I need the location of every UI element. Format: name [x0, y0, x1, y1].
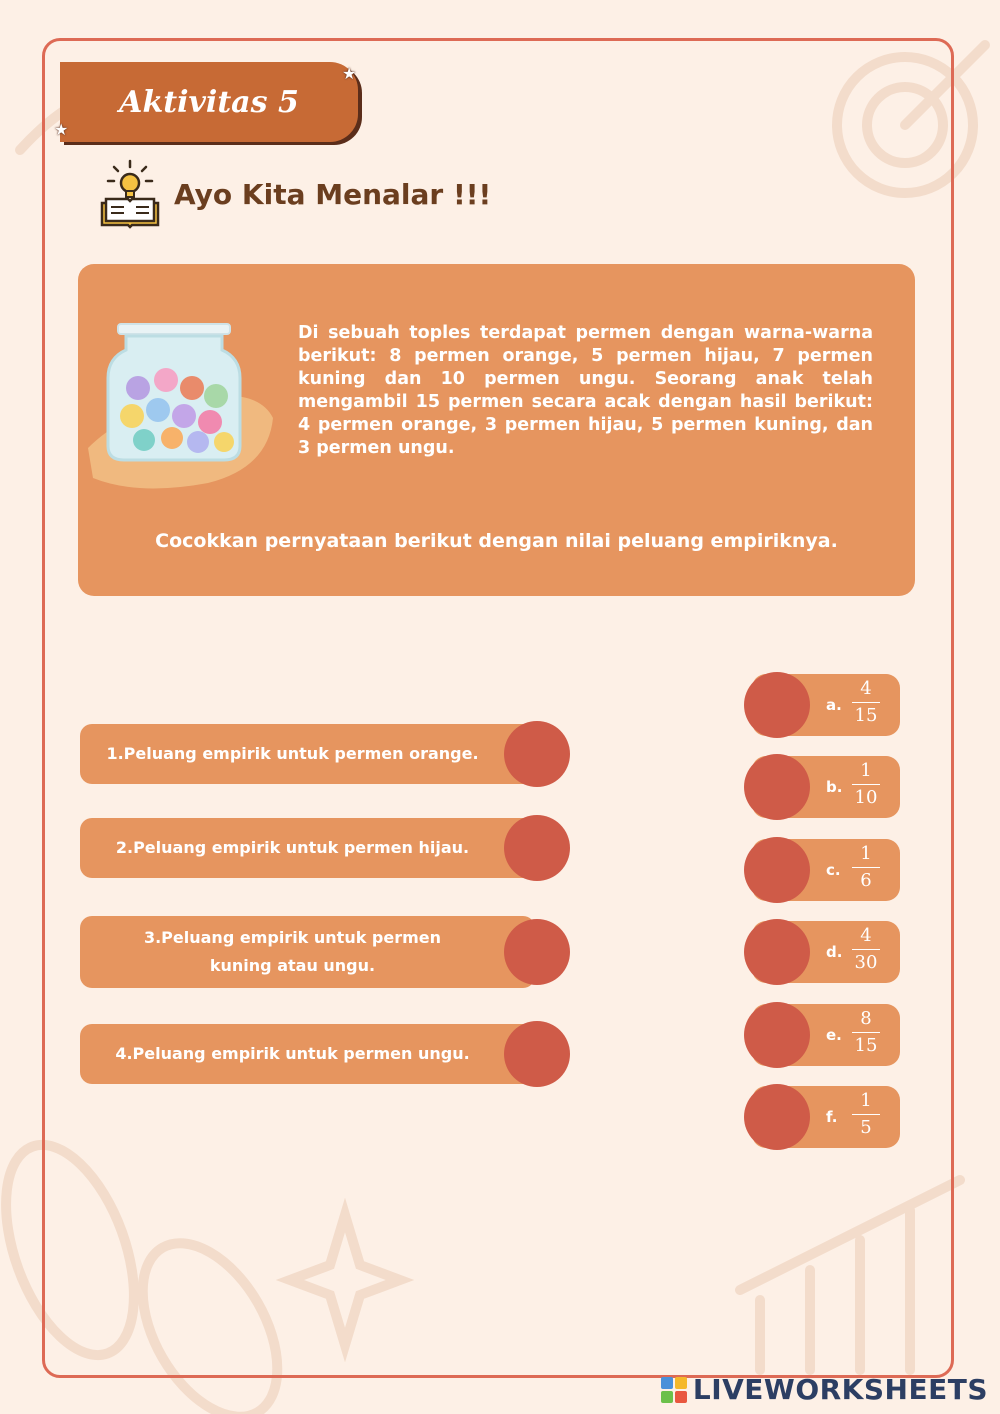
fraction-denominator: 5 [860, 1117, 872, 1138]
star-icon: ★ [342, 64, 357, 83]
match-dot-answer-e[interactable] [744, 1002, 810, 1068]
fraction-denominator: 15 [854, 1035, 878, 1056]
fraction-numerator: 1 [852, 760, 880, 785]
match-dot-statement-2[interactable] [504, 815, 570, 881]
answer-a [752, 674, 900, 736]
match-dot-answer-f[interactable] [744, 1084, 810, 1150]
instruction-text: Cocokkan pernyataan berikut dengan nilai peluang empiriknya. [155, 530, 838, 552]
match-dot-answer-a[interactable] [744, 672, 810, 738]
answer-c [752, 839, 900, 901]
answer-b [752, 756, 900, 818]
answer-letter: f. [826, 1108, 838, 1126]
fraction-denominator: 10 [854, 787, 878, 808]
match-dot-answer-c[interactable] [744, 837, 810, 903]
answer-fraction [852, 1008, 880, 1057]
answer-fraction [852, 925, 880, 974]
fraction-numerator: 1 [852, 843, 880, 868]
statement-1 [80, 724, 535, 784]
match-dot-statement-4[interactable] [504, 1021, 570, 1087]
match-dot-answer-d[interactable] [744, 919, 810, 985]
star-icon: ★ [54, 120, 69, 139]
activity-title-tab [60, 62, 358, 142]
statement-4 [80, 1024, 535, 1084]
answer-fraction [852, 1090, 880, 1139]
answer-fraction [852, 760, 880, 809]
answer-e [752, 1004, 900, 1066]
liveworksheets-icon [661, 1377, 687, 1403]
fraction-numerator: 4 [852, 678, 880, 703]
subheading [98, 158, 491, 230]
match-dot-statement-1[interactable] [504, 721, 570, 787]
match-dot-statement-3[interactable] [504, 919, 570, 985]
fraction-denominator: 30 [854, 952, 878, 973]
answer-letter: e. [826, 1026, 842, 1044]
activity-title: Aktivitas 5 [119, 84, 299, 120]
fraction-numerator: 4 [852, 925, 880, 950]
problem-text: Di sebuah toples terdapat permen dengan warna-warna berikut: 8 permen orange, 5 permen hijau, 7 permen kuning dan 10 permen ungu. Seorang anak telah mengambil 15 permen secara acak dengan hasil berikut: 4 permen orange, 3 permen hijau, 5 permen kuning, dan 3 permen ungu. [298, 323, 873, 458]
candy-jar-illustration [88, 318, 278, 498]
statement-2 [80, 818, 535, 878]
statement-3 [80, 916, 535, 988]
answer-letter: b. [826, 778, 843, 796]
match-dot-answer-b[interactable] [744, 754, 810, 820]
statement-label: 1.Peluang empirik untuk permen orange. [106, 744, 479, 763]
answer-letter: d. [826, 943, 843, 961]
fraction-numerator: 8 [852, 1008, 880, 1033]
fraction-denominator: 15 [854, 705, 878, 726]
answer-letter: c. [826, 861, 841, 879]
answer-letter: a. [826, 696, 842, 714]
statement-label: 4.Peluang empirik untuk permen ungu. [115, 1044, 470, 1063]
footer-brand: LIVEWORKSHEETS [692, 1373, 988, 1406]
subheading-text: Ayo Kita Menalar !!! [174, 177, 492, 211]
fraction-numerator: 1 [852, 1090, 880, 1115]
idea-book-icon [98, 159, 162, 229]
fraction-denominator: 6 [860, 870, 872, 891]
statement-label: 2.Peluang empirik untuk permen hijau. [115, 838, 470, 857]
liveworksheets-logo[interactable] [661, 1373, 988, 1406]
answer-d [752, 921, 900, 983]
answer-fraction [852, 843, 880, 892]
answer-f [752, 1086, 900, 1148]
answer-fraction [852, 678, 880, 727]
statement-label: 3.Peluang empirik untuk permen kuning atau ungu. [143, 928, 442, 975]
